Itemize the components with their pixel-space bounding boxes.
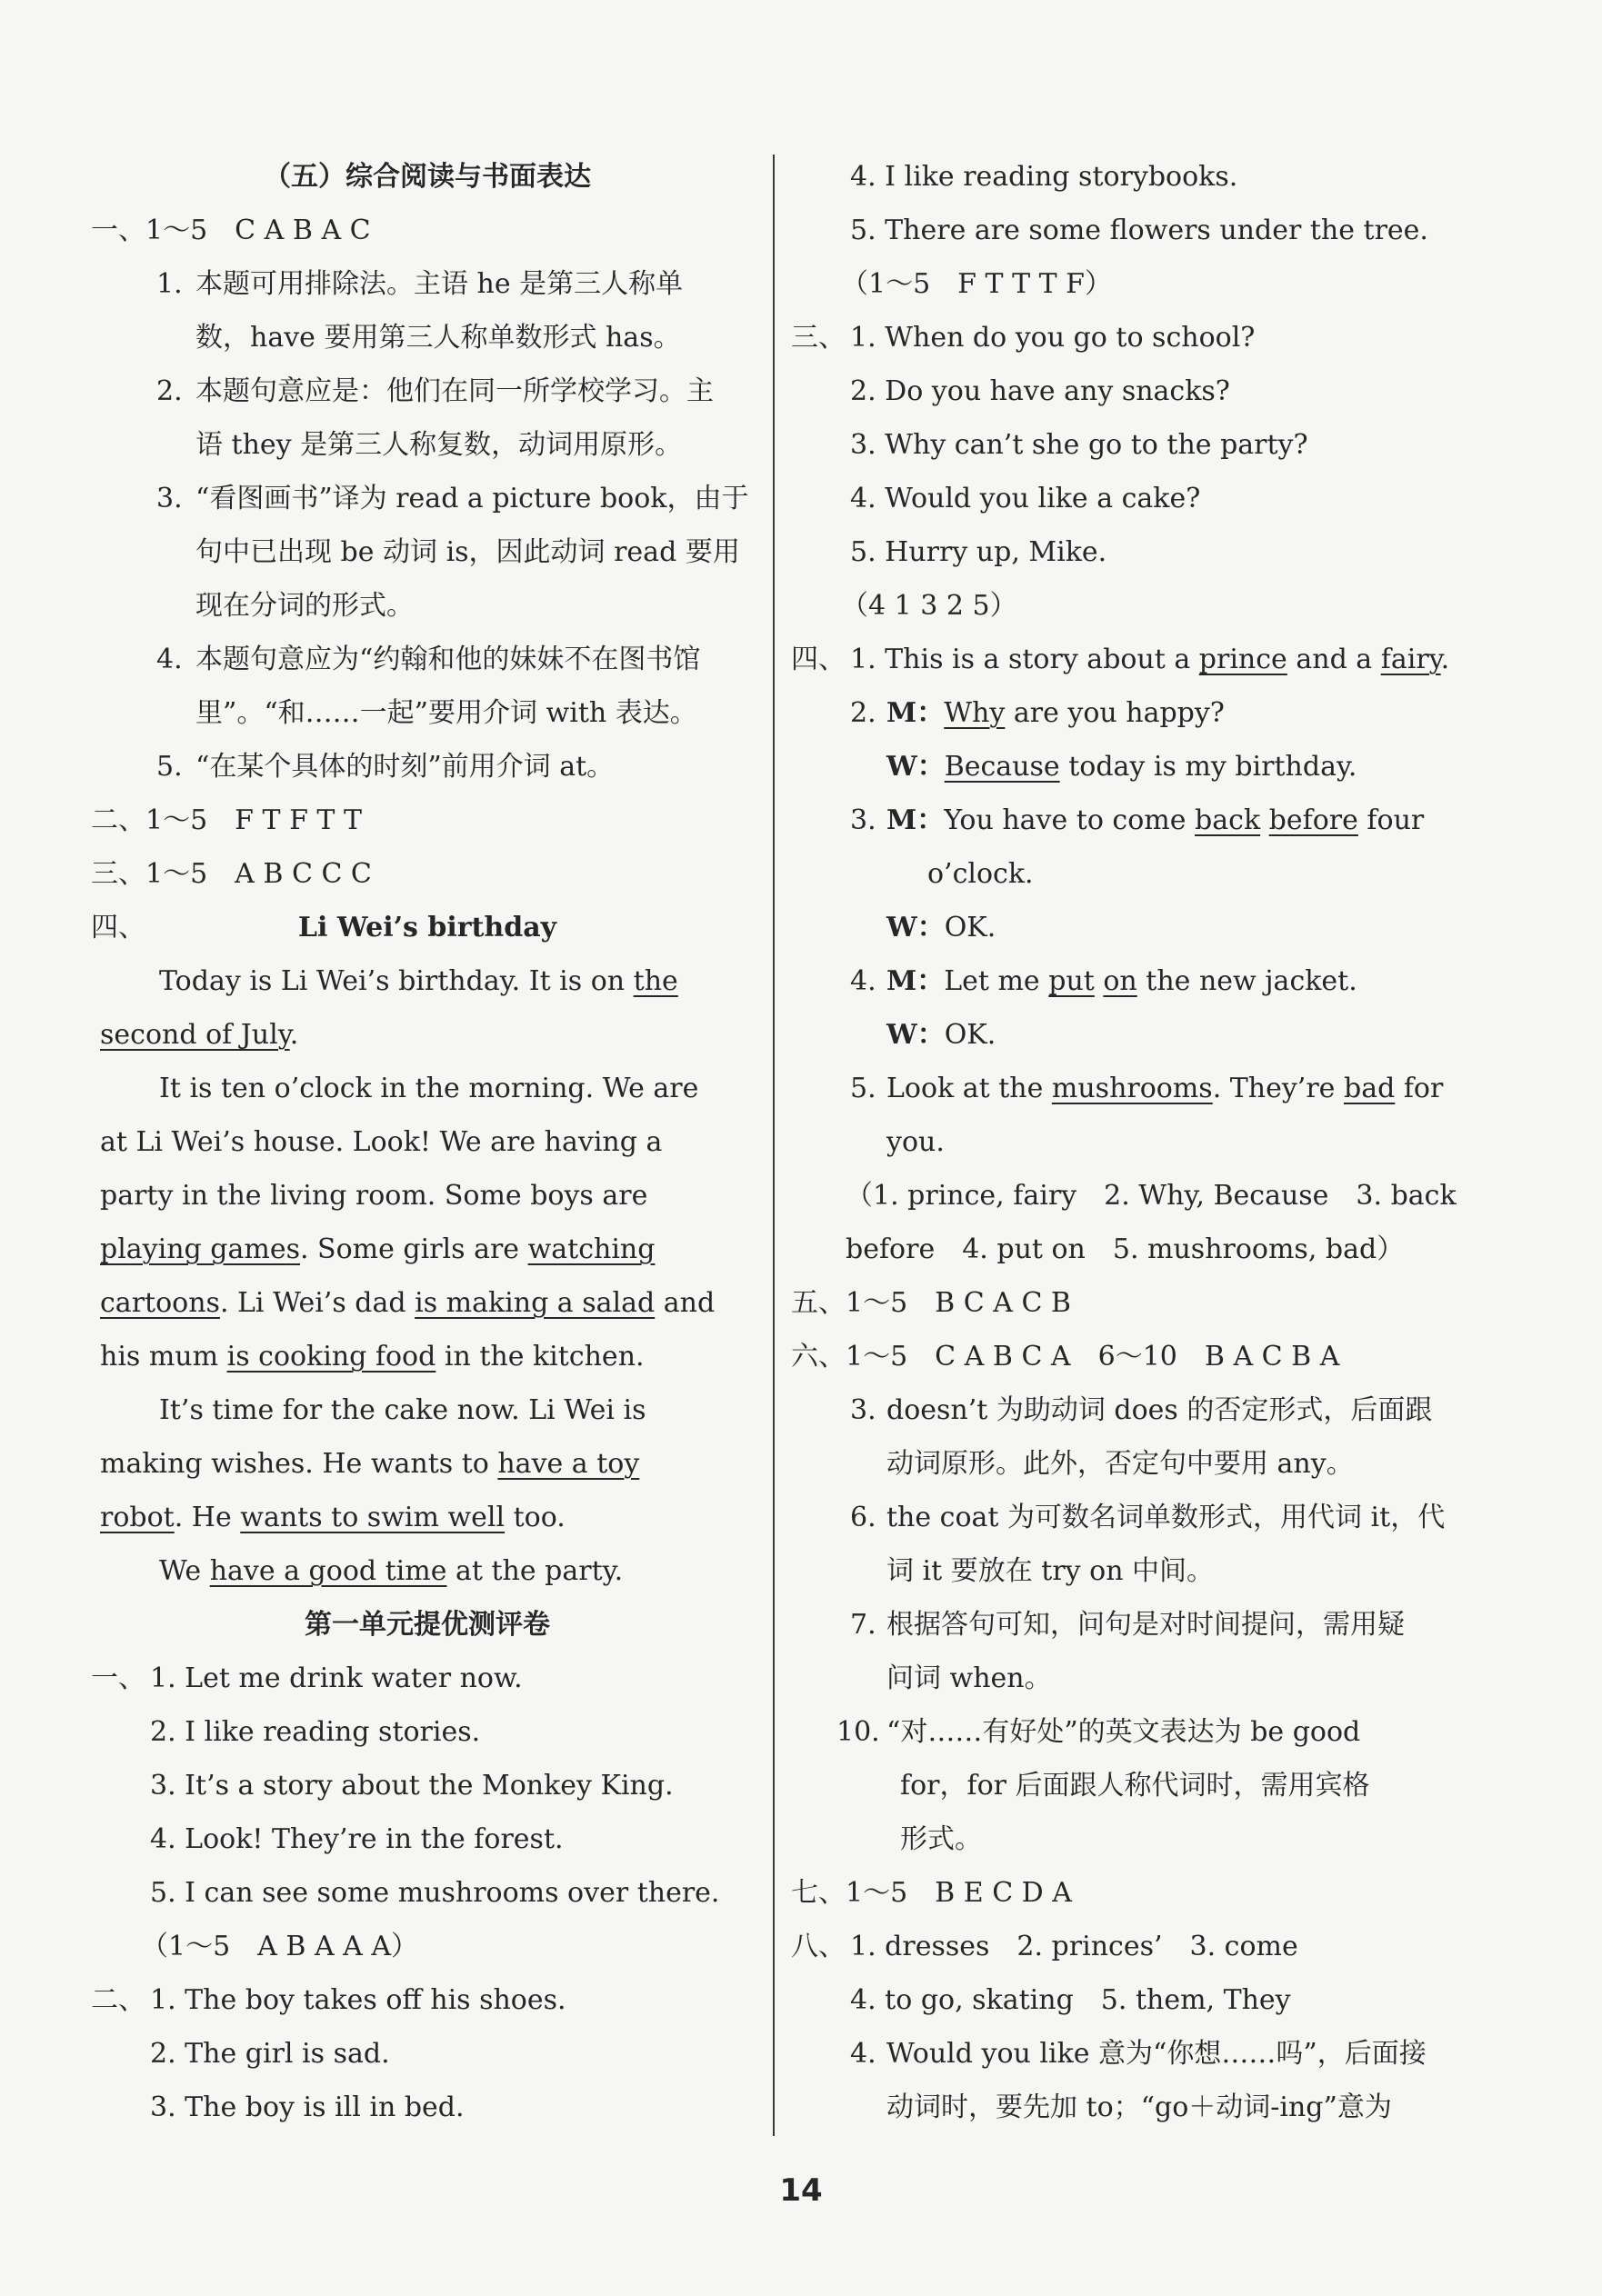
answer-text: and a [1287, 644, 1381, 675]
underlined-phrase: robot [100, 1502, 175, 1533]
essay-text: It is ten o’clock in the morning. We are [159, 1073, 699, 1104]
underlined-phrase: cartoons [100, 1287, 220, 1319]
answer-line [791, 204, 1455, 257]
answer-line [791, 472, 1455, 525]
answer-text: You have to come [944, 804, 1196, 836]
answer-text: 2. Do you have any snacks? [850, 375, 1230, 407]
answer-line [91, 1652, 764, 1705]
answer-text: 1～5 B C A C B [846, 1287, 1071, 1319]
answer-line [91, 2081, 764, 2134]
answer-text: . [1440, 644, 1450, 675]
speaker-label: W： [886, 912, 945, 943]
explanation-line [791, 1491, 1455, 1544]
essay-line [91, 1062, 764, 1115]
item-number: 1. [156, 268, 183, 300]
explanation-line [791, 2081, 1455, 2134]
explanation-text: 现在分词的形式。 [195, 590, 414, 622]
explanation-text: “在某个具体的时刻”前用介词 at。 [195, 751, 615, 783]
essay-line [91, 1223, 764, 1276]
answer-text: 1. This is a story about a [850, 644, 1199, 675]
item-number: 4. [850, 2038, 876, 2070]
explanation-line [91, 633, 764, 686]
item-number: 10. [836, 1716, 880, 1748]
essay-text: in the kitchen. [436, 1341, 645, 1373]
section-marker: 四、 [791, 644, 846, 675]
underlined-phrase: is making a salad [415, 1287, 656, 1319]
unit-title-text: 第一单元提优测评卷 [305, 1609, 550, 1641]
answer-line [791, 1973, 1455, 2027]
underlined-word: Because [944, 751, 1060, 783]
section-marker: 六、 [791, 1341, 846, 1373]
explanation-line [91, 311, 764, 364]
answer-text: （1～5 F T T T F） [841, 268, 1112, 300]
explanation-line [91, 740, 764, 794]
explanation-text: 动词时，要先加 to；“go＋动词-ing”意为 [886, 2091, 1392, 2123]
dialogue-line [791, 1008, 1455, 1062]
answer-text: the new jacket. [1136, 965, 1357, 997]
dialogue-line [791, 901, 1455, 954]
answer-text: 5. Hurry up, Mike. [850, 536, 1107, 568]
essay-line [91, 1544, 764, 1598]
answer-line [791, 1276, 1455, 1330]
explanation-line [791, 1544, 1455, 1598]
column-divider [773, 155, 775, 2136]
explanation-text: 里”。“和……一起”要用介词 with 表达。 [195, 697, 697, 729]
underlined-word: bad [1343, 1073, 1396, 1104]
section-marker: 五、 [791, 1287, 846, 1319]
dialogue-line [791, 847, 1455, 901]
answer-text: 3. Why can’t she go to the party? [850, 429, 1308, 461]
underlined-word: on [1103, 965, 1137, 997]
explanation-text: Would you like 意为“你想……吗”，后面接 [886, 2038, 1427, 2070]
answer-line [791, 579, 1455, 633]
answer-text: are you happy? [1005, 697, 1225, 729]
underlined-phrase: have a good time [209, 1555, 447, 1587]
answer-text: 4. to go, skating 5. them, They [850, 1984, 1291, 2016]
answer-text: 1. Let me drink water now. [150, 1662, 523, 1694]
explanation-text: 本题句意应是：他们在同一所学校学习。主 [195, 375, 714, 407]
essay-text: . Some girls are [299, 1233, 528, 1265]
answer-text: for [1395, 1073, 1444, 1104]
essay-title-line [91, 901, 764, 954]
answer-line [791, 1169, 1455, 1223]
answer-line [791, 1062, 1455, 1115]
unit-title [91, 1598, 764, 1652]
speaker-label: W： [886, 1019, 945, 1051]
essay-text: party in the living room. Some boys are [100, 1180, 648, 1212]
answer-text: o’clock. [927, 858, 1034, 890]
section-marker: 二、 [91, 804, 145, 836]
item-number: 7. [850, 1609, 876, 1641]
answer-line [91, 847, 764, 901]
answer-line [791, 1920, 1455, 1973]
answer-line [91, 1759, 764, 1812]
essay-text: . Li Wei’s dad [219, 1287, 416, 1319]
answer-text: 1. When do you go to school? [850, 322, 1256, 354]
explanation-text: “看图画书”译为 read a picture book，由于 [195, 483, 749, 514]
answer-text: you. [886, 1126, 945, 1158]
page-number: 14 [779, 2172, 823, 2209]
essay-line [91, 1169, 764, 1223]
answer-line [791, 1115, 1455, 1169]
dialogue-line [791, 954, 1455, 1008]
essay-text: and [655, 1287, 716, 1319]
section-marker: 三、 [791, 322, 846, 354]
essay-text: at Li Wei’s house. Look! We are having a [100, 1126, 663, 1158]
essay-line [91, 1383, 764, 1437]
answer-line [91, 794, 764, 847]
item-number: 2. [850, 697, 876, 729]
answer-text: 1. dresses 2. princes’ 3. come [850, 1931, 1298, 1962]
section-marker: 二、 [91, 1984, 145, 2016]
answer-line [91, 1812, 764, 1866]
underlined-word: fairy [1380, 644, 1441, 675]
answer-text: 1～5 F T F T T [145, 804, 362, 836]
item-number: 5. [156, 751, 183, 783]
underlined-phrase: second of July [100, 1019, 290, 1051]
explanation-text: “对……有好处”的英文表达为 be good [886, 1716, 1361, 1748]
answer-text: OK. [944, 912, 996, 943]
answer-text: today is my birthday. [1059, 751, 1357, 783]
explanation-line [791, 1383, 1455, 1437]
answer-line [791, 311, 1455, 364]
answer-text: 3. The boy is ill in bed. [150, 2091, 465, 2123]
explanation-text: for，for 后面跟人称代词时，需用宾格 [900, 1770, 1370, 1802]
section-marker: 八、 [791, 1931, 846, 1962]
essay-line [91, 1008, 764, 1062]
explanation-text: 句中已出现 be 动词 is，因此动词 read 要用 [195, 536, 740, 568]
item-number: 3. [850, 1394, 876, 1426]
underlined-word: put [1048, 965, 1095, 997]
essay-line [91, 1330, 764, 1383]
answer-text: 5. There are some flowers under the tree. [850, 215, 1428, 246]
underlined-word: back [1195, 804, 1261, 836]
answer-line [791, 1223, 1455, 1276]
answer-line [791, 150, 1455, 204]
answer-line [791, 1330, 1455, 1383]
answer-line [91, 204, 764, 257]
essay-line [91, 1276, 764, 1330]
essay-text: Today is Li Wei’s birthday. It is on [159, 965, 634, 997]
answer-line [91, 1920, 764, 1973]
underlined-phrase: playing games [100, 1233, 300, 1265]
answer-text: 1～5 C A B A C [145, 215, 371, 246]
item-number: 4. [850, 965, 876, 997]
essay-text: It’s time for the cake now. Li Wei is [159, 1394, 646, 1426]
answer-text: 2. The girl is sad. [150, 2038, 390, 2070]
answer-line [91, 2027, 764, 2081]
explanation-line [791, 1652, 1455, 1705]
answer-text: 4. I like reading storybooks. [850, 161, 1238, 193]
underlined-word: mushrooms [1051, 1073, 1213, 1104]
explanation-text: 根据答句可知，问句是对时间提问，需用疑 [886, 1609, 1405, 1641]
item-number: 6. [850, 1502, 876, 1533]
answer-text: Let me [944, 965, 1049, 997]
underlined-phrase: watching [527, 1233, 656, 1265]
speaker-label: M： [886, 804, 945, 836]
underlined-word: Why [944, 697, 1006, 729]
explanation-text: 数，have 要用第三人称单数形式 has。 [195, 322, 681, 354]
explanation-text: 词 it 要放在 try on 中间。 [886, 1555, 1215, 1587]
underlined-phrase: have a toy [497, 1448, 640, 1480]
explanation-text: 本题可用排除法。主语 he 是第三人称单 [195, 268, 684, 300]
explanation-text: the coat 为可数名词单数形式，用代词 it，代 [886, 1502, 1446, 1533]
item-number: 2. [156, 375, 183, 407]
explanation-text: 形式。 [900, 1823, 982, 1855]
answer-text: Look at the [886, 1073, 1052, 1104]
speaker-label: M： [886, 697, 945, 729]
section-marker: 七、 [791, 1877, 846, 1909]
item-number: 5. [850, 1073, 876, 1104]
essay-title: Li Wei’s birthday [297, 912, 557, 943]
answer-text: 4. Look! They’re in the forest. [150, 1823, 564, 1855]
explanation-line [91, 418, 764, 472]
underlined-word: prince [1198, 644, 1287, 675]
item-number: 3. [850, 804, 876, 836]
explanation-text: doesn’t 为助动词 does 的否定形式，后面跟 [886, 1394, 1433, 1426]
speaker-label: M： [886, 965, 945, 997]
underlined-word: before [1268, 804, 1358, 836]
underlined-phrase: wants to swim well [240, 1502, 506, 1533]
section-marker: 一、 [91, 1662, 145, 1694]
explanation-text: 问词 when。 [886, 1662, 1052, 1694]
answer-line [791, 525, 1455, 579]
explanation-text: 语 they 是第三人称复数，动词用原形。 [195, 429, 683, 461]
explanation-line [791, 1598, 1455, 1652]
essay-text: . He [174, 1502, 241, 1533]
section-marker: 四、 [91, 912, 145, 943]
essay-text: We [159, 1555, 210, 1587]
explanation-line [91, 257, 764, 311]
explanation-line [91, 686, 764, 740]
answer-text: 5. I can see some mushrooms over there. [150, 1877, 720, 1909]
answer-line [91, 1866, 764, 1920]
section-title [91, 150, 764, 204]
item-number: 4. [156, 644, 183, 675]
section-marker: 一、 [91, 215, 145, 246]
answer-text: 1. The boy takes off his shoes. [150, 1984, 566, 2016]
answer-text: 2. I like reading stories. [150, 1716, 481, 1748]
essay-line [91, 1437, 764, 1491]
answer-line [791, 364, 1455, 418]
answer-text: four [1357, 804, 1425, 836]
answer-line [791, 633, 1455, 686]
essay-line [91, 954, 764, 1008]
answer-text: 3. It’s a story about the Monkey King. [150, 1770, 674, 1802]
answer-line [791, 1866, 1455, 1920]
essay-text: . [289, 1019, 299, 1051]
underlined-phrase: the [633, 965, 678, 997]
answer-text: OK. [944, 1019, 996, 1051]
essay-line [91, 1491, 764, 1544]
explanation-line [91, 525, 764, 579]
dialogue-line [791, 794, 1455, 847]
explanation-line [791, 1705, 1455, 1759]
answer-text: （4 1 3 2 5） [841, 590, 1017, 622]
right-column [791, 150, 1455, 2134]
answer-text: before 4. put on 5. mushrooms, bad） [846, 1233, 1405, 1265]
answer-text: 4. Would you like a cake? [850, 483, 1201, 514]
item-number: 3. [156, 483, 183, 514]
speaker-label: W： [886, 751, 945, 783]
explanation-line [791, 1812, 1455, 1866]
answer-text: （1. prince, fairy 2. Why, Because 3. back [846, 1180, 1457, 1212]
explanation-line [91, 364, 764, 418]
answer-line [91, 1973, 764, 2027]
section-marker: 三、 [91, 858, 145, 890]
essay-line [91, 1115, 764, 1169]
answer-line [91, 1705, 764, 1759]
essay-text: too. [505, 1502, 566, 1533]
section-title-text: （五）综合阅读与书面表达 [264, 161, 591, 193]
answer-line [791, 257, 1455, 311]
answer-text: . They’re [1212, 1073, 1344, 1104]
dialogue-line [791, 740, 1455, 794]
answer-text: 1～5 C A B C A 6～10 B A C B A [846, 1341, 1340, 1373]
explanation-line [791, 1759, 1455, 1812]
explanation-line [791, 2027, 1455, 2081]
explanation-line [791, 1437, 1455, 1491]
dialogue-line [791, 686, 1455, 740]
answer-text: （1～5 A B A A A） [141, 1931, 419, 1962]
essay-text: his mum [100, 1341, 227, 1373]
answer-line [791, 418, 1455, 472]
answer-text: 1～5 B E C D A [846, 1877, 1072, 1909]
explanation-text: 本题句意应为“约翰和他的妹妹不在图书馆 [195, 644, 701, 675]
answer-text: 1～5 A B C C C [145, 858, 372, 890]
essay-text: at the party. [446, 1555, 624, 1587]
left-column [91, 150, 764, 2134]
explanation-line [91, 472, 764, 525]
underlined-phrase: is cooking food [226, 1341, 436, 1373]
explanation-text: 动词原形。此外，否定句中要用 any。 [886, 1448, 1354, 1480]
essay-text: making wishes. He wants to [100, 1448, 498, 1480]
explanation-line [91, 579, 764, 633]
